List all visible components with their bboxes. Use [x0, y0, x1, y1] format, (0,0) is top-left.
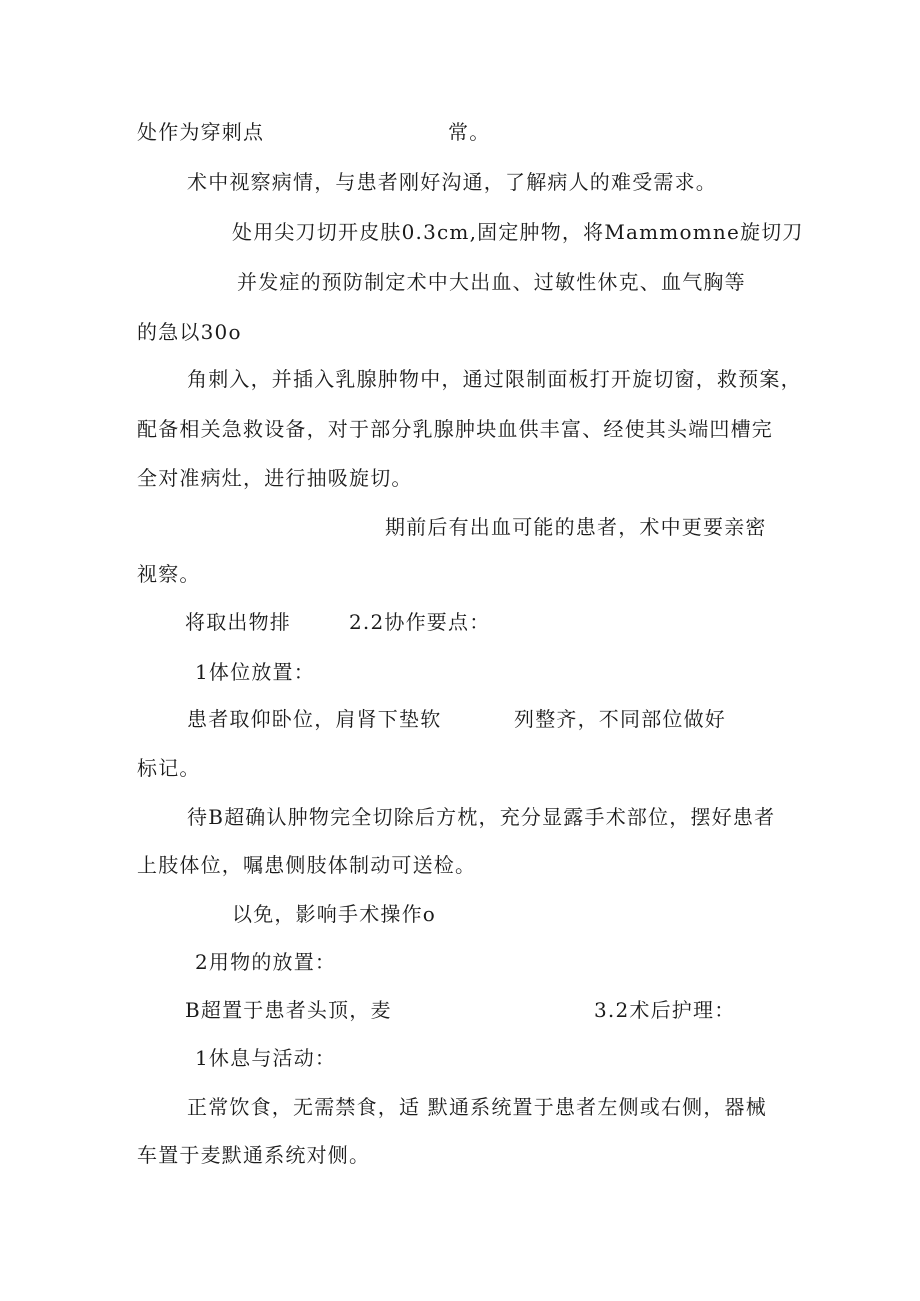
text-segment: 列整齐，不同部位做好	[514, 707, 726, 731]
text-segment: 患者取仰卧位，肩肾下垫软	[187, 707, 442, 731]
text-segment: 将取出物排	[185, 610, 291, 634]
text-line-2: 术中视察病情，与患者刚好沟通，了解病人的难受需求。	[187, 170, 717, 194]
text-segment: 处作为穿刺点	[137, 120, 265, 144]
text-line-22: 车置于麦默通系统对侧。	[137, 1143, 371, 1167]
text-line-12: 1体位放置：	[195, 660, 315, 684]
text-line-10: 视察。	[137, 562, 201, 586]
text-line-14: 标记。	[137, 756, 201, 780]
text-segment: 3.2术后护理：	[594, 998, 736, 1022]
text-line-5: 的急以30o	[137, 320, 242, 344]
text-line-3: 处用尖刀切开皮肤0.3cm,固定肿物，将Mammomne旋切刀	[232, 220, 804, 244]
text-line-20: 1休息与活动：	[195, 1046, 337, 1070]
text-line-16: 上肢体位，嘱患侧肢体制动可送检。	[137, 853, 477, 877]
text-line-21: 正常饮食，无需禁食，适 默通系统置于患者左侧或右侧，器械	[187, 1095, 767, 1119]
text-line-18: 2用物的放置：	[195, 950, 337, 974]
text-segment: 常。	[448, 120, 491, 144]
text-line-8: 全对准病灶，进行抽吸旋切。	[137, 466, 413, 490]
text-line-15: 待B超确认肿物完全切除后方枕，充分显露手术部位，摆好患者	[187, 805, 776, 829]
text-line-9: 期前后有出血可能的患者，术中更要亲密	[385, 515, 767, 539]
text-line-17: 以免，影响手术操作o	[232, 902, 437, 926]
text-segment: 2.2协作要点：	[349, 610, 491, 634]
text-line-6: 角刺入，并插入乳腺肿物中，通过限制面板打开旋切窗，救预案，	[187, 367, 802, 391]
text-line-7: 配备相关急救设备，对于部分乳腺肿块血供丰富、经使其头端凹槽完	[137, 417, 773, 441]
text-line-4: 并发症的预防制定术中大出血、过敏性休克、血气胸等	[237, 270, 746, 294]
text-segment: B超置于患者头顶，麦	[185, 998, 392, 1022]
